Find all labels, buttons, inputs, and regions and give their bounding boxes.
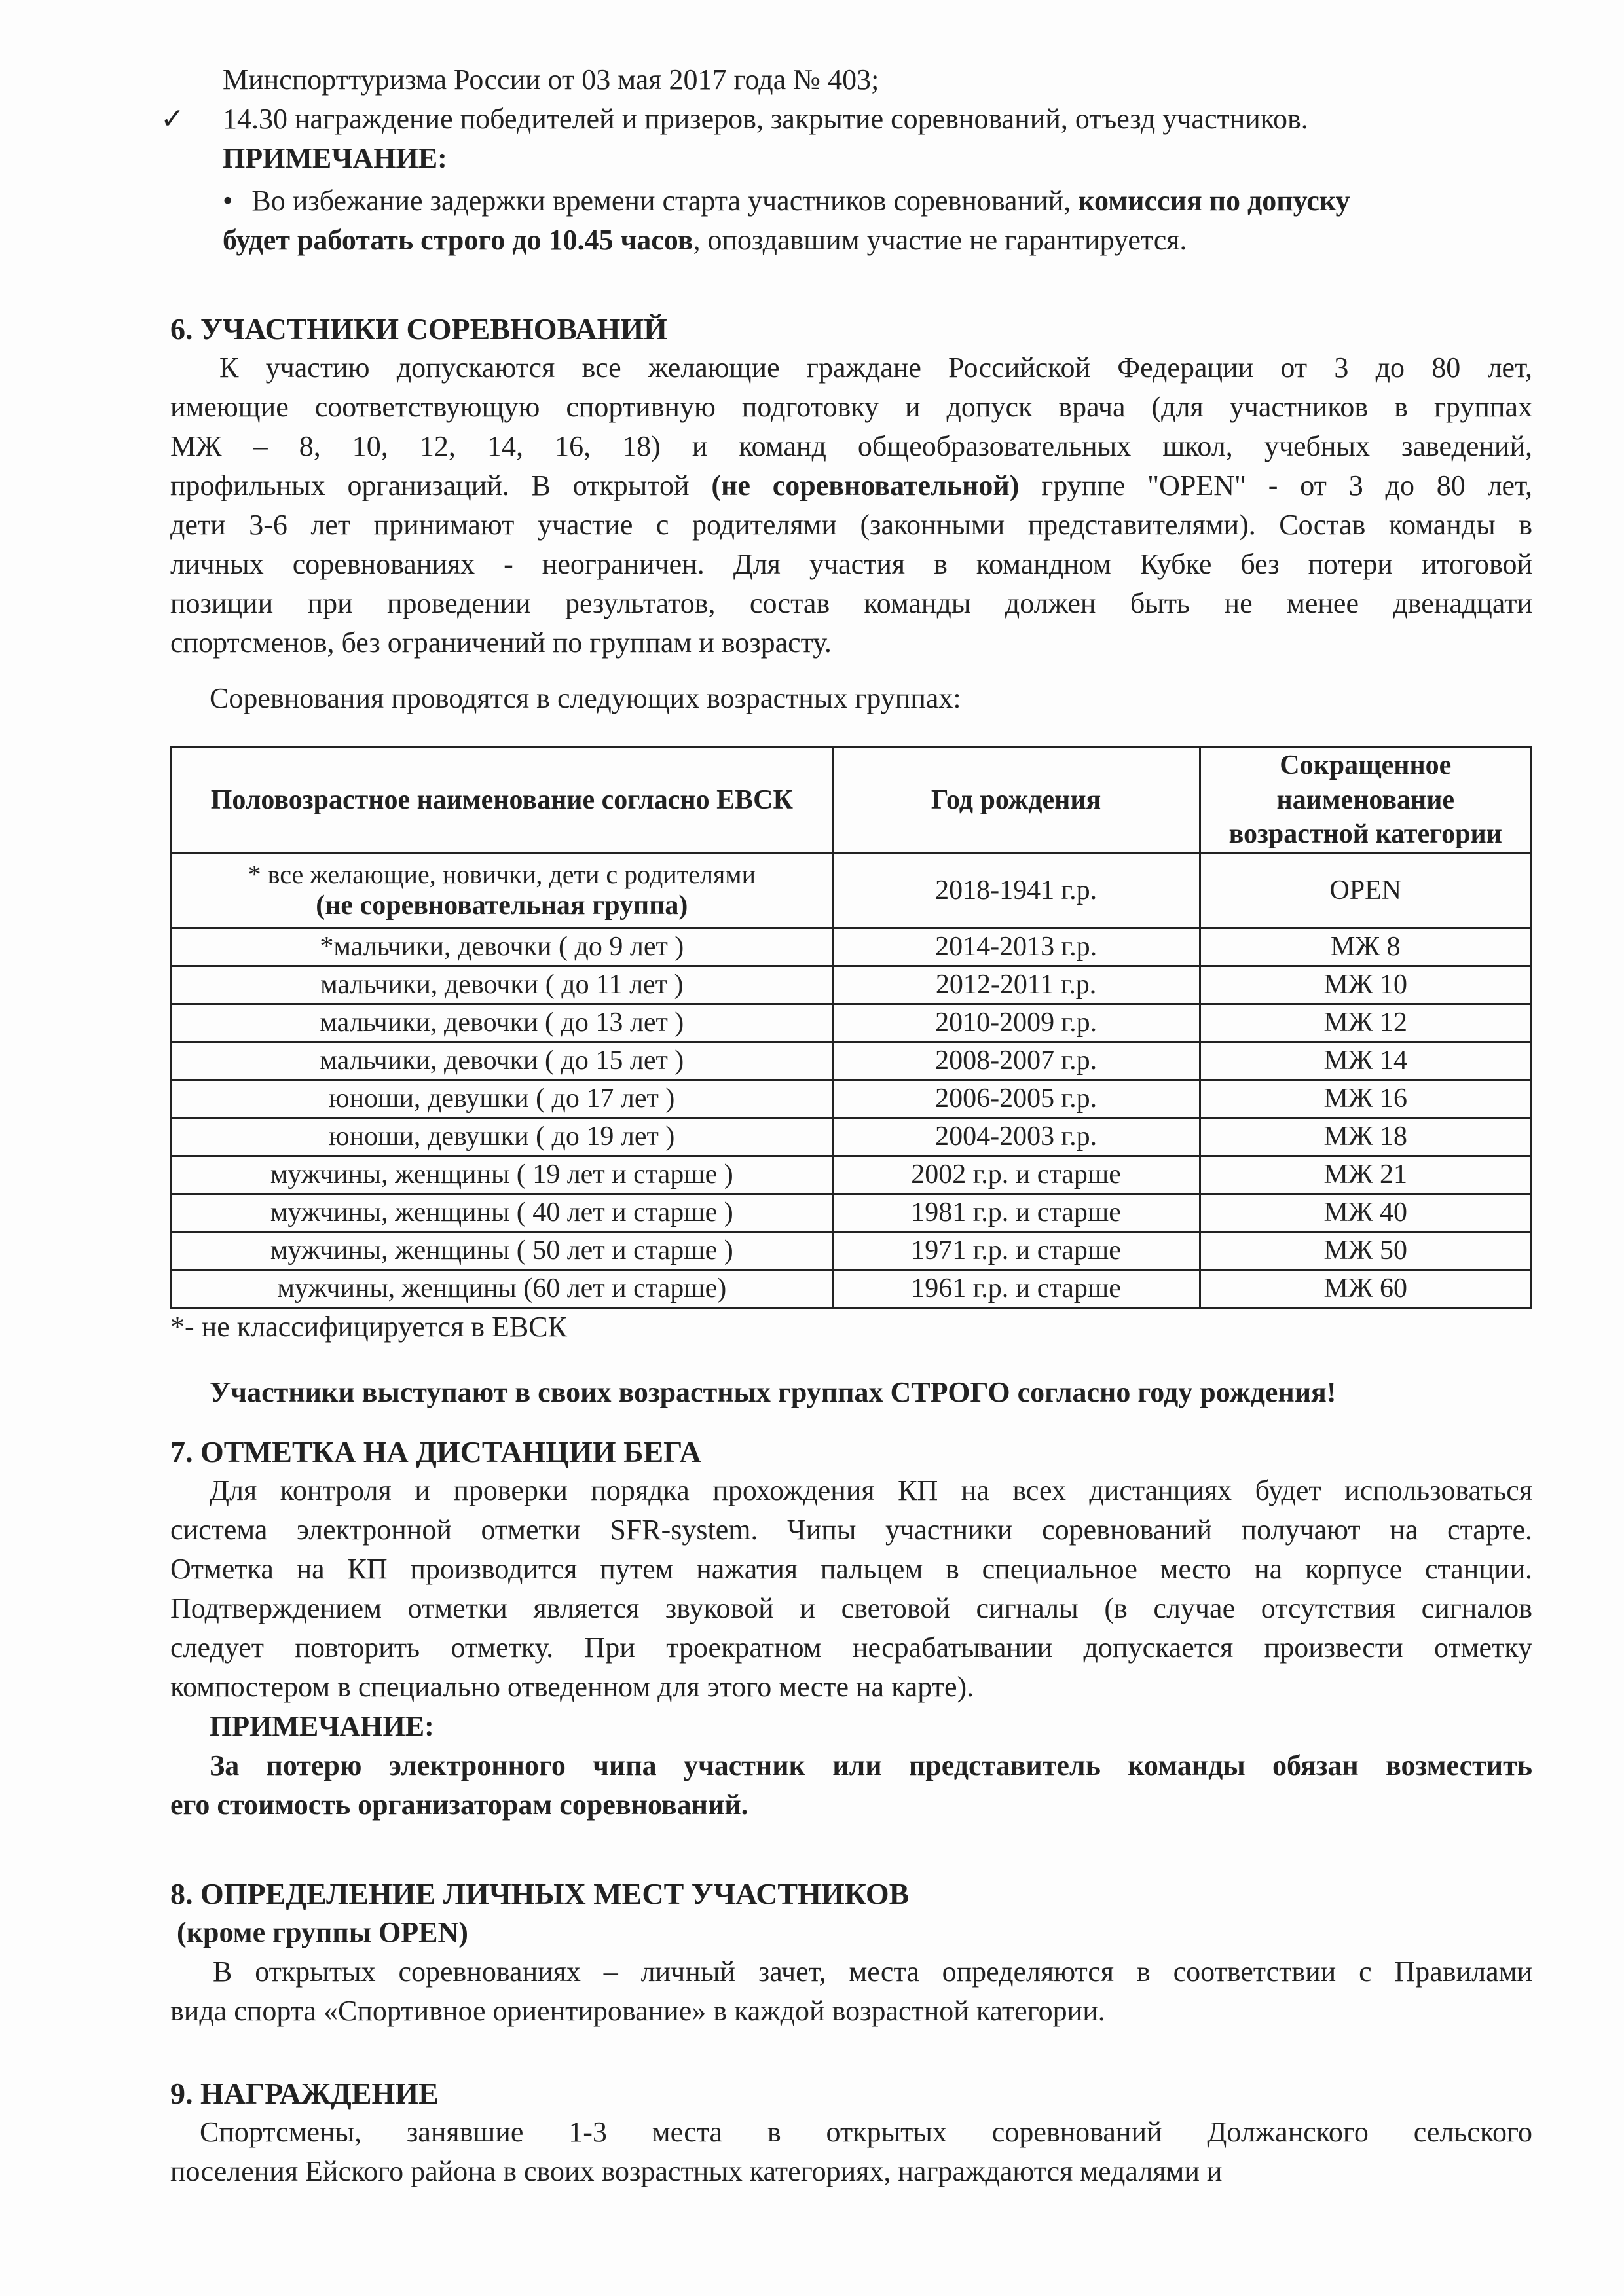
- table-row: [172, 1042, 1532, 1080]
- cell-year: 2018-1941 г.р.: [832, 852, 1200, 928]
- cell-code: МЖ 14: [1200, 1042, 1531, 1080]
- s7-line: Отметка на КП производится путем нажатия пальцем в специальное место на корпусе станции.: [170, 1553, 1532, 1585]
- table-row: [172, 966, 1532, 1004]
- section-8-subheading: (кроме группы OPEN): [177, 1916, 468, 1948]
- cell-name: мужчины, женщины ( 40 лет и старше ): [172, 1194, 833, 1231]
- cell-name: мальчики, девочки ( до 13 лет ): [172, 1004, 833, 1042]
- table-row: [172, 1194, 1532, 1231]
- s6-line: позиции при проведении результатов, состав команды должен быть не менее двенадцати: [170, 587, 1532, 619]
- s8-line: вида спорта «Спортивное ориентирование» в каждой возрастной категории.: [170, 1995, 1105, 2027]
- section-8-heading: 8. ОПРЕДЕЛЕНИЕ ЛИЧНЫХ МЕСТ УЧАСТНИКОВ: [170, 1877, 910, 1910]
- note-label: ПРИМЕЧАНИЕ:: [223, 142, 447, 174]
- note-line-2: [223, 226, 1187, 255]
- cell-name: мальчики, девочки ( до 11 лет ): [172, 966, 833, 1004]
- col-header-name: Половозрастное наименование согласно ЕВСК: [172, 748, 833, 853]
- cell-year: 2004-2003 г.р.: [832, 1118, 1200, 1156]
- note-text: Во избежание задержки времени старта участников соревнований,: [251, 185, 1071, 217]
- cell-name: юноши, девушки ( до 19 лет ): [172, 1118, 833, 1156]
- cell-code: МЖ 16: [1200, 1080, 1531, 1118]
- age-groups-table: [170, 746, 1532, 1309]
- s7-note-label: ПРИМЕЧАНИЕ:: [210, 1710, 434, 1742]
- s6-line: личных соревнованиях - неограничен. Для участия в командном Кубке без потери итоговой: [170, 548, 1532, 580]
- table-row: [172, 852, 1532, 928]
- section-7-heading: 7. ОТМЕТКА НА ДИСТАНЦИИ БЕГА: [170, 1435, 701, 1468]
- cell-code: МЖ 18: [1200, 1118, 1531, 1156]
- s6-line: спортсменов, без ограничений по группам и возрасту.: [170, 627, 832, 659]
- table-row: [172, 1231, 1532, 1269]
- cell-year: 2006-2005 г.р.: [832, 1080, 1200, 1118]
- table-footnote: *- не классифицируется в ЕВСК: [170, 1311, 567, 1343]
- s7-line: система электронной отметки SFR-system. Чипы участники соревнований получают на старте.: [170, 1514, 1532, 1546]
- cell-name: юноши, девушки ( до 17 лет ): [172, 1080, 833, 1118]
- table-row: [172, 1080, 1532, 1118]
- s6-line: имеющие соответствующую спортивную подготовку и допуск врача (для участников в группах: [170, 391, 1532, 423]
- cell-name: мужчины, женщины ( 50 лет и старше ): [172, 1231, 833, 1269]
- cell-year: 1971 г.р. и старше: [832, 1231, 1200, 1269]
- s6-line: [170, 471, 1532, 500]
- table-row: [172, 1118, 1532, 1156]
- s7-line: Подтверждением отметки является звуковой и световой сигналы (в случае отсутствия сигналов: [170, 1592, 1532, 1624]
- cell-code: МЖ 8: [1200, 928, 1531, 966]
- cell-name-text: * все желающие, новички, дети с родителями: [248, 859, 756, 889]
- note-bold-deadline: будет работать строго до 10.45 часов: [223, 224, 693, 256]
- cell-year: 1961 г.р. и старше: [832, 1269, 1200, 1307]
- col-header-code: Сокращенное наименование возрастной категории: [1200, 748, 1531, 853]
- cell-name: мальчики, девочки ( до 15 лет ): [172, 1042, 833, 1080]
- table-row: [172, 1156, 1532, 1194]
- s7-line: Для контроля и проверки порядка прохождения КП на всех дистанциях будет использоваться: [210, 1474, 1532, 1506]
- s7-line: следует повторить отметку. При троекратном несрабатывании допускается произвести отметку: [170, 1631, 1532, 1664]
- cell-code: МЖ 60: [1200, 1269, 1531, 1307]
- cell-year: 2012-2011 г.р.: [832, 966, 1200, 1004]
- s8-line: В открытых соревнованиях – личный зачет, места определяются в соответствии с Правилами: [213, 1956, 1532, 1988]
- cell-code: OPEN: [1200, 852, 1531, 928]
- cell-code: МЖ 10: [1200, 966, 1531, 1004]
- s6-text: профильных организаций. В открытой: [170, 469, 690, 501]
- cell-name-bold: (не соревновательная группа): [316, 890, 688, 920]
- cell-name: *мальчики, девочки ( до 9 лет ): [172, 928, 833, 966]
- note-text-end: , опоздавшим участие не гарантируется.: [693, 224, 1187, 256]
- check-icon: ✓: [160, 103, 185, 135]
- ministry-ref-line: Минспорттуризма России от 03 мая 2017 года № 403;: [223, 64, 879, 96]
- cell-name: [172, 852, 833, 928]
- cell-code: МЖ 50: [1200, 1231, 1531, 1269]
- s6-line: дети 3-6 лет принимают участие с родителями (законными представителями). Состав команды в: [170, 509, 1532, 541]
- s7-line: компостером в специально отведенном для этого месте на карте).: [170, 1671, 974, 1703]
- cell-name: мужчины, женщины ( 19 лет и старше ): [172, 1156, 833, 1194]
- cell-year: 1981 г.р. и старше: [832, 1194, 1200, 1231]
- note-bold-text: комиссия по допуску: [1078, 185, 1350, 217]
- table-header-row: [172, 748, 1532, 853]
- table-row: [172, 1004, 1532, 1042]
- strict-age-note: Участники выступают в своих возрастных группах СТРОГО согласно году рождения!: [210, 1376, 1337, 1408]
- cell-name: мужчины, женщины (60 лет и старше): [172, 1269, 833, 1307]
- section-6-heading: 6. УЧАСТНИКИ СОРЕВНОВАНИЙ: [170, 312, 667, 346]
- cell-code: МЖ 21: [1200, 1156, 1531, 1194]
- cell-year: 2014-2013 г.р.: [832, 928, 1200, 966]
- s7-note-line: его стоимость организаторам соревнований.: [170, 1789, 748, 1821]
- table-row: [172, 928, 1532, 966]
- s9-line: поселения Ейского района в своих возрастных категориях, награждаются медалями и: [170, 2155, 1223, 2187]
- cell-code: МЖ 40: [1200, 1194, 1531, 1231]
- section-9-heading: 9. НАГРАЖДЕНИЕ: [170, 2077, 439, 2110]
- awards-schedule-line: 14.30 награждение победителей и призеров, закрытие соревнований, отъезд участников.: [223, 103, 1308, 135]
- s9-line: Спортсмены, занявшие 1-3 места в открытых соревнований Должанского сельского: [200, 2116, 1532, 2148]
- cell-code: МЖ 12: [1200, 1004, 1531, 1042]
- cell-year: 2002 г.р. и старше: [832, 1156, 1200, 1194]
- table-row: [172, 1269, 1532, 1307]
- s7-note-line: За потерю электронного чипа участник или представитель команды обязан возместить: [210, 1749, 1532, 1781]
- s6-line: МЖ – 8, 10, 12, 14, 16, 18) и команд общеобразовательных школ, учебных заведений,: [170, 430, 1532, 462]
- s6-line: К участию допускаются все желающие граждане Российской Федерации от 3 до 80 лет,: [219, 352, 1532, 384]
- note-bullet: [223, 187, 1350, 215]
- age-groups-intro: Соревнования проводятся в следующих возрастных группах:: [210, 682, 961, 714]
- col-header-year: Год рождения: [832, 748, 1200, 853]
- bullet-icon: •: [223, 185, 233, 217]
- cell-year: 2010-2009 г.р.: [832, 1004, 1200, 1042]
- cell-year: 2008-2007 г.р.: [832, 1042, 1200, 1080]
- s6-bold-text: (не соревновательной): [711, 469, 1020, 501]
- s6-text: группе "OPEN" - от 3 до 80 лет,: [1041, 469, 1533, 501]
